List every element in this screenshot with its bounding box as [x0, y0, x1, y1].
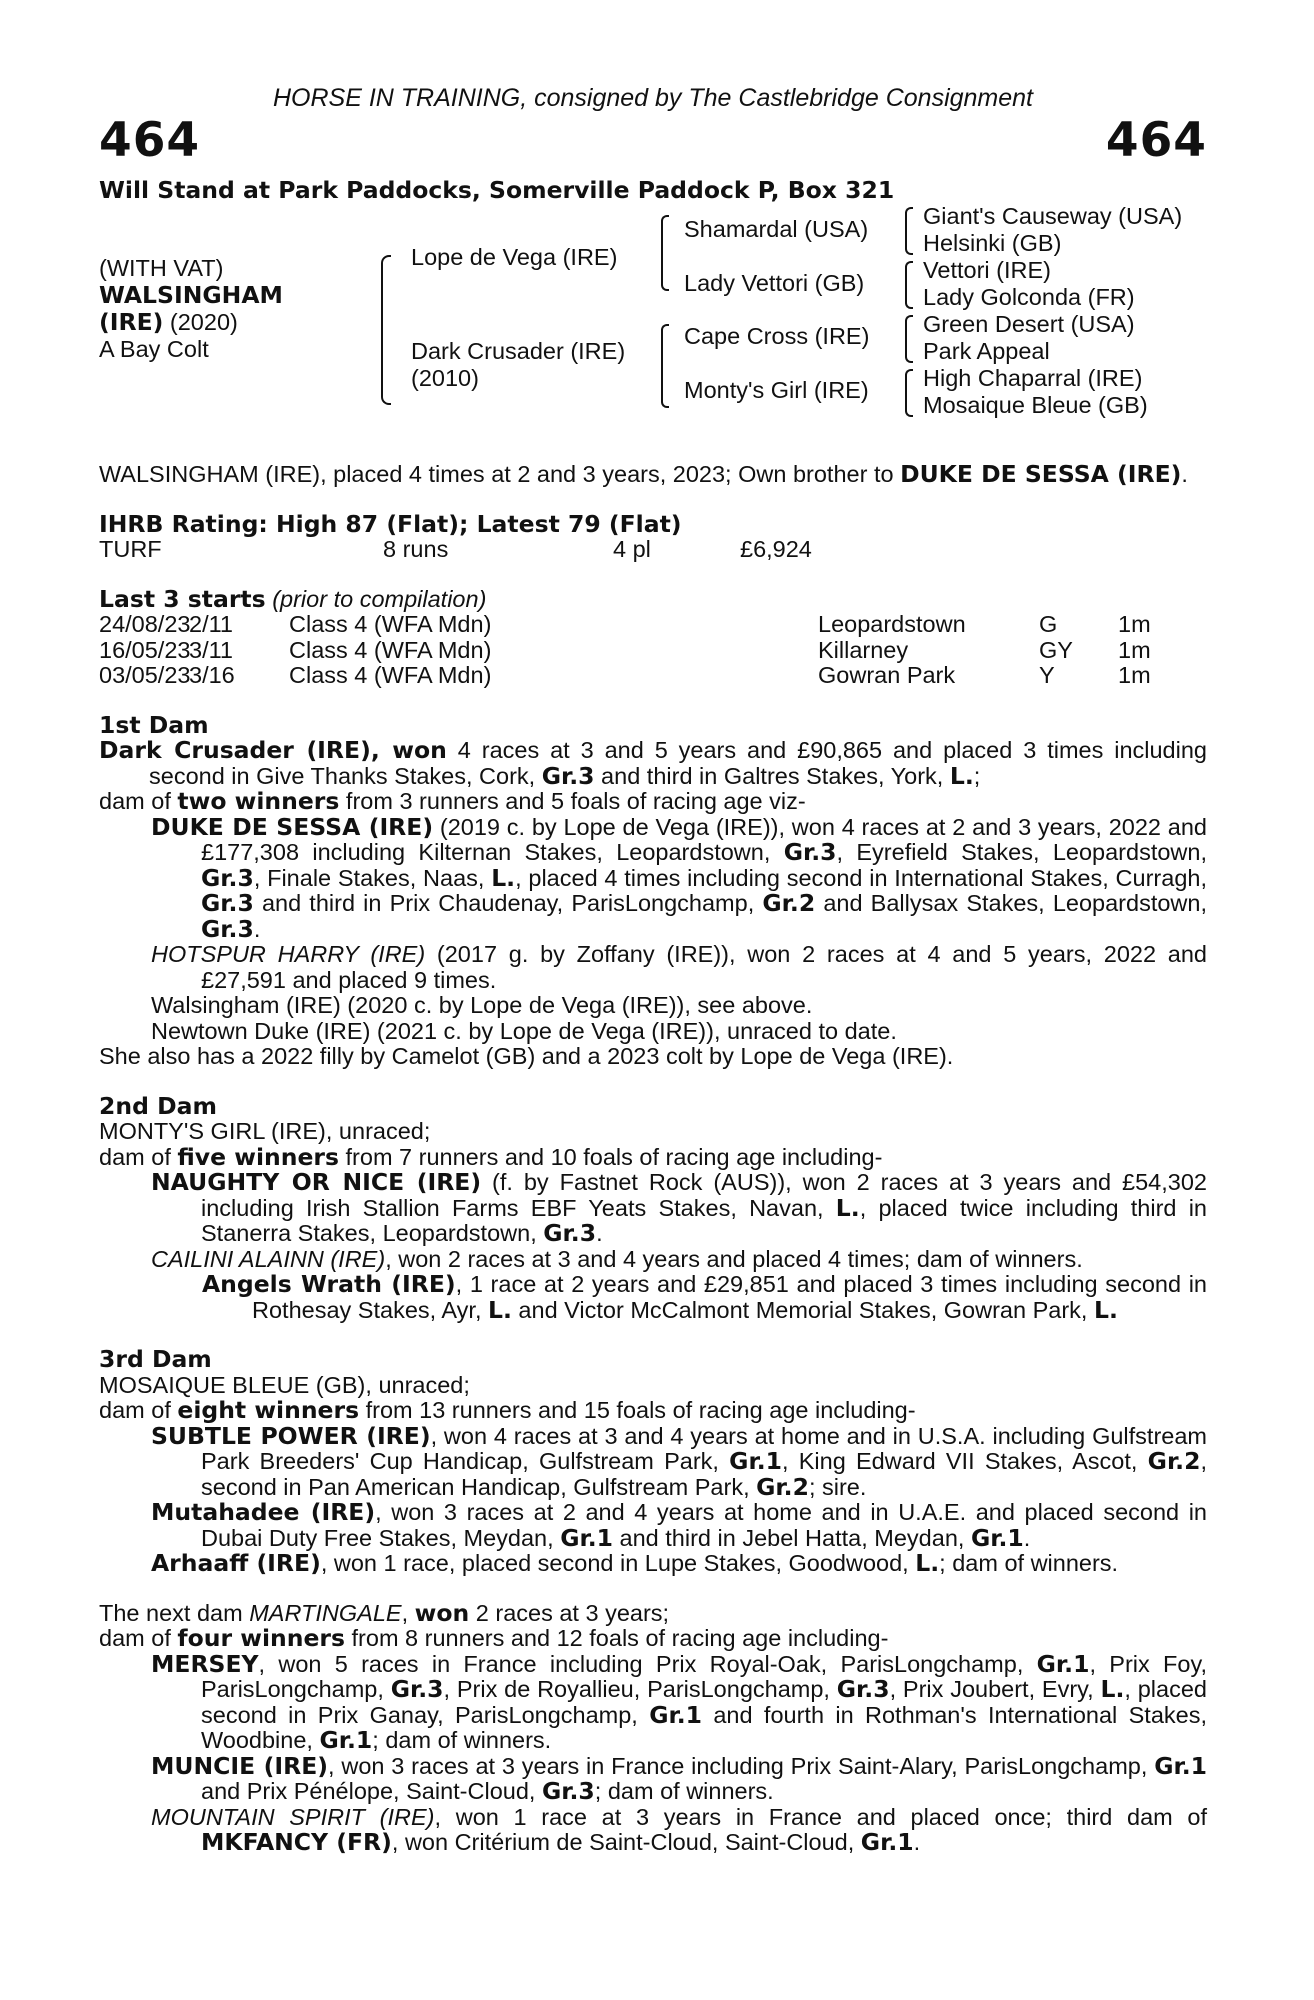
last-start-dist: 1m — [1118, 636, 1151, 663]
last-start-pos: 2/11 — [189, 611, 233, 637]
dam2-heading: 2nd Dam — [99, 1091, 217, 1120]
last-start-row — [99, 663, 1207, 689]
last-start-going: Y — [1039, 662, 1055, 688]
progeny-angels: Angels Wrath (IRE), 1 race at 2 years and £29,851 and placed 3 times including second in Rothesay Stakes, Ayr, L. and Victor McCalmont Memorial Stakes, Gowran Park, L. — [202, 1270, 1207, 1324]
progeny-newtown: Newtown Duke (IRE) (2021 c. by Lope de Vega (IRE)), unraced to date. — [151, 1017, 897, 1044]
sdd: Lady Golconda (FR) — [923, 284, 1135, 310]
dds: High Chaparral (IRE) — [923, 365, 1143, 391]
last-start-dist: 1m — [1118, 611, 1151, 637]
dam3-heading: 3rd Dam — [99, 1345, 212, 1373]
horse-name: WALSINGHAM — [99, 281, 283, 309]
progeny-subtle: SUBTLE POWER (IRE), won 4 races at 3 and 4 years at home and in U.S.A. including Gulfstream Park Breeders' Cup Handicap, Gulfstream Park, Gr.1, King Edward VII Stakes, Ascot, Gr.2, second in Pan American Handicap, Gulfstream Park, Gr.2; sire. — [151, 1421, 1207, 1501]
progeny-mersey: MERSEY, won 5 races in France including Prix Royal-Oak, ParisLongchamp, Gr.1, Prix Foy, ParisLongchamp, Gr.3, Prix de Royallieu, ParisLongchamp, Gr.3, Prix Joubert, Evry, L., placed second in Prix Ganay, ParisLongchamp, Gr.1 and fourth in Rothman's International Stakes, Woodbine, Gr.1; dam of winners. — [151, 1649, 1208, 1754]
brace-sd — [905, 261, 913, 309]
progeny-mutahadee: Mutahadee (IRE), won 3 races at 2 and 4 years at home and in U.A.E. and placed second in Dubai Duty Free Stakes, Meydan, Gr.1 and third in Jebel Hatta, Meydan, Gr.1. — [151, 1498, 1207, 1552]
progeny-hotspur: HOTSPUR HARRY (IRE) (2017 g. by Zoffany (IRE)), won 2 races at 4 and 5 years, 2022 and £27,591 and placed 9 times. — [151, 941, 1207, 993]
dam-sire: Cape Cross (IRE) — [684, 323, 870, 349]
dss: Green Desert (USA) — [923, 311, 1135, 337]
brace-ss — [905, 207, 913, 255]
dam3-damof: dam of eight winners from 13 runners and 15 foals of racing age including- — [99, 1396, 916, 1424]
catalogue-body — [99, 462, 1207, 1856]
progeny-mountain: MOUNTAIN SPIRIT (IRE), won 1 race at 3 years in France and placed once; third dam of MKFANCY (FR), won Critérium de Saint-Cloud, Saint-Cloud, Gr.1. — [151, 1803, 1208, 1856]
last-start-date: 16/05/23 — [99, 636, 191, 663]
ddd: Mosaique Bleue (GB) — [923, 392, 1148, 418]
dsd: Park Appeal — [923, 338, 1050, 364]
last-starts-table — [99, 612, 1207, 689]
lot-number-right: 464 — [1105, 113, 1207, 168]
progeny-arhaaff: Arhaaff (IRE), won 1 race, placed second in Lupe Stakes, Goodwood, L.; dam of winners. — [151, 1549, 1119, 1577]
last-start-dist: 1m — [1118, 662, 1151, 688]
dam3-line1: MOSAIQUE BLEUE (GB), unraced; — [99, 1371, 470, 1398]
brace-sire — [661, 215, 669, 291]
last-start-course: Leopardstown — [818, 611, 966, 637]
vat-label: (WITH VAT) — [99, 255, 224, 281]
sire: Lope de Vega (IRE) — [411, 244, 618, 270]
last-start-row — [99, 638, 1207, 664]
rating-title: IHRB Rating: High 87 (Flat); Latest 79 (Flat) — [99, 509, 682, 538]
dam1-heading: 1st Dam — [99, 710, 209, 739]
last-start-date: 24/08/23 — [99, 611, 191, 637]
horse-description: A Bay Colt — [99, 336, 209, 362]
next-dam-line: The next dam MARTINGALE, won 2 races at 3 years; — [99, 1598, 670, 1627]
last-start-going: GY — [1039, 636, 1073, 663]
progeny-muncie: MUNCIE (IRE), won 3 races at 3 years in France including Prix Saint-Alary, ParisLongchamp, Gr.1 and Prix Pénélope, Saint-Cloud, Gr.3; dam of winners. — [151, 1751, 1208, 1805]
brace-dam — [661, 324, 669, 408]
last-start-row — [99, 612, 1207, 638]
last-start-race: Class 4 (WFA Mdn) — [289, 636, 492, 663]
last-start-race: Class 4 (WFA Mdn) — [289, 662, 492, 688]
dam1-damof: dam of two winners from 3 runners and 5 foals of racing age viz- — [99, 787, 806, 815]
rating-row: TURF 8 runs 4 pl £6,924 — [99, 536, 812, 562]
horse-origin: (IRE) (2020) — [99, 308, 238, 336]
dam-dam: Monty's Girl (IRE) — [684, 377, 869, 403]
next-dam-damof: dam of four winners from 8 runners and 12 foals of racing age including- — [99, 1624, 889, 1652]
sire-dam: Lady Vettori (GB) — [684, 270, 865, 296]
last-start-course: Gowran Park — [818, 662, 956, 688]
progeny-naughty: NAUGHTY OR NICE (IRE) (f. by Fastnet Rock (AUS)), won 2 races at 3 years and £54,302 including Irish Stallion Farms EBF Yeats Stakes, Navan, L., placed twice including third in Stanerra Stakes, Leopardstown, Gr.3. — [151, 1168, 1207, 1247]
stand-location: Will Stand at Park Paddocks, Somerville Paddock P, Box 321 — [99, 176, 895, 204]
brace-ds — [905, 315, 913, 363]
dam-year: (2010) — [411, 365, 479, 391]
last-start-going: G — [1039, 611, 1058, 637]
last-start-race: Class 4 (WFA Mdn) — [289, 611, 492, 637]
sds: Vettori (IRE) — [923, 257, 1051, 283]
last-start-date: 03/05/23 — [99, 662, 191, 688]
progeny-cailini: CAILINI ALAINN (IRE), won 2 races at 3 and 4 years and placed 4 times; dam of winners. — [151, 1245, 1083, 1272]
dam1-also: She also has a 2022 filly by Camelot (GB) and a 2023 colt by Lope de Vega (IRE). — [99, 1043, 954, 1069]
dam: Dark Crusader (IRE) — [411, 338, 626, 364]
dam2-damof: dam of five winners from 7 runners and 10 foals of racing age including- — [99, 1142, 883, 1171]
progeny-duke: DUKE DE SESSA (IRE) (2019 c. by Lope de Vega (IRE)), won 4 races at 2 and 3 years, 2022 and £177,308 including Kilternan Stakes, Leopardstown, Gr.3, Eyrefield Stakes, Leopardstown, Gr.3, Finale Stakes, Naas, L., placed 4 times including second in International Stakes, Curragh, Gr.3 and third in Prix Chaudenay, ParisLongchamp, Gr.2 and Ballysax Stakes, Leopardstown, Gr.3. — [151, 812, 1207, 943]
sire-sire: Shamardal (USA) — [684, 216, 869, 242]
consignment-header: HORSE IN TRAINING, consigned by The Castlebridge Consignment — [272, 84, 1034, 112]
dam1-record: Dark Crusader (IRE), won 4 races at 3 and 5 years and £90,865 and placed 3 times including second in Give Thanks Stakes, Cork, Gr.3 and third in Galtres Stakes, York, L.; — [99, 736, 1207, 790]
dam2-line1: MONTY'S GIRL (IRE), unraced; — [99, 1118, 431, 1144]
ssd: Helsinki (GB) — [923, 230, 1062, 256]
pedigree-table — [99, 205, 1207, 420]
brace-main — [381, 255, 391, 405]
brace-dd — [905, 369, 913, 417]
lot-number-left: 464 — [99, 113, 201, 168]
last-start-pos: 3/16 — [189, 662, 235, 688]
last-start-pos: 3/11 — [189, 636, 233, 663]
last-starts-title: Last 3 starts (prior to compilation) — [99, 584, 487, 613]
sss: Giant's Causeway (USA) — [923, 203, 1183, 229]
last-start-course: Killarney — [818, 636, 909, 663]
progeny-walsingham: Walsingham (IRE) (2020 c. by Lope de Vega (IRE)), see above. — [151, 992, 813, 1018]
intro-paragraph: WALSINGHAM (IRE), placed 4 times at 2 and 3 years, 2023; Own brother to DUKE DE SESSA (IRE). — [99, 460, 1188, 488]
